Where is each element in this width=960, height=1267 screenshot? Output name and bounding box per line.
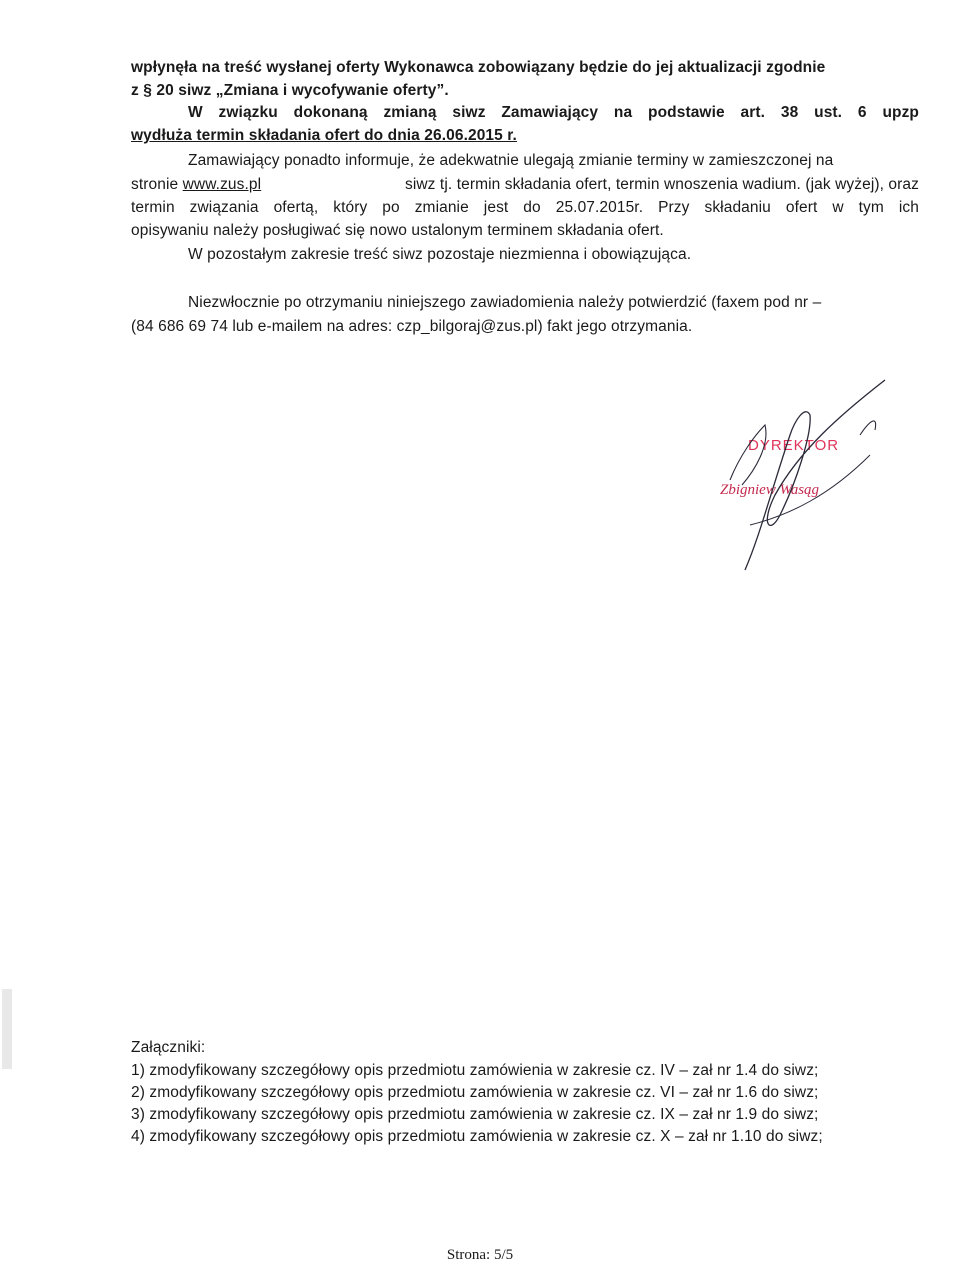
scan-artifact [0,985,20,1075]
paragraph-2-line-1: W związku dokonaną zmianą siwz Zamawiający na podstawie art. 38 ust. 6 upzp [188,104,919,121]
paragraph-3-line-4: opisywaniu należy posługiwać się nowo ustalonym terminem składania ofert. [131,222,664,239]
attachment-item: 2) zmodyfikowany szczegółowy opis przedmiotu zamówienia w zakresie cz. VI – zał nr 1.6 do siwz; [131,1084,819,1101]
paragraph-5-line-2: (84 686 69 74 lub e-mailem na adres: czp_bilgoraj@zus.pl) fakt jego otrzymania. [131,318,693,335]
paragraph-5-line-1: Niezwłocznie po otrzymaniu niniejszego zawiadomienia należy potwierdzić (faxem pod nr – [188,294,822,311]
director-stamp: DYREKTOR [748,437,840,454]
paragraph-3-line-2-prefix: stronie [131,176,183,193]
page-number: Strona: 5/5 [446,1247,514,1263]
attachment-item: 1) zmodyfikowany szczegółowy opis przedmiotu zamówienia w zakresie cz. IV – zał nr 1.4 do siwz; [131,1062,819,1079]
paragraph-3-line-2 [131,175,919,195]
paragraph-4-line-1: W pozostałym zakresie treść siwz pozostaje niezmienna i obowiązująca. [188,246,692,263]
paragraph-3-line-2-suffix: siwz tj. termin składania ofert, termin wnoszenia wadium. (jak wyżej), oraz [400,176,919,193]
zus-website-link[interactable]: www.zus.pl [182,176,262,193]
paragraph-3-line-3: termin związania ofertą, który po zmianie jest do 25.07.2015r. Przy składaniu ofert w tym ich [131,199,919,216]
paragraph-3-line-1: Zamawiający ponadto informuje, że adekwatnie ulegają zmianie terminy w zamieszczonej na [188,152,834,169]
paragraph-1-line-1: wpłynęła na treść wysłanej oferty Wykonawca zobowiązany będzie do jej aktualizacji zgodnie [131,59,826,76]
deadline-extension: wydłuża termin składania ofert do dnia 26.06.2015 r. [131,127,517,144]
paragraph-1-line-2: z § 20 siwz „Zmiana i wycofywanie oferty”. [131,82,449,99]
handwritten-signature [700,375,900,575]
attachment-item: 4) zmodyfikowany szczegółowy opis przedmiotu zamówienia w zakresie cz. X – zał nr 1.10 do siwz; [131,1128,823,1145]
signatory-name: Zbigniew Wasąg [720,482,820,498]
attachments-heading: Załączniki: [131,1039,206,1056]
attachment-item: 3) zmodyfikowany szczegółowy opis przedmiotu zamówienia w zakresie cz. IX – zał nr 1.9 do siwz; [131,1106,819,1123]
